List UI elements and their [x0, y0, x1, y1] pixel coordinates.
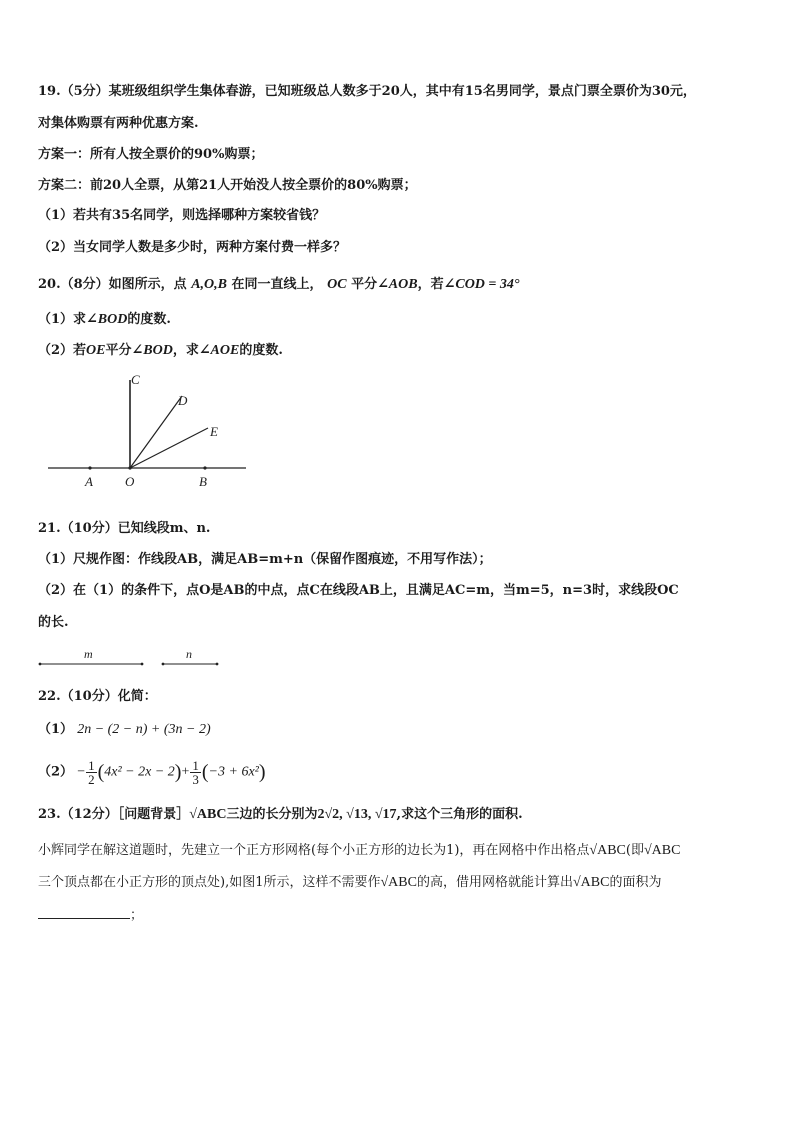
answer-blank[interactable] — [38, 906, 130, 919]
q20-mid3: ，若 — [417, 277, 444, 292]
q19-sub2: （2）当女同学人数是多少时，两种方案付费一样多？ — [38, 240, 347, 255]
q20-sub1-angle: ∠BOD — [86, 312, 128, 327]
q23-suffix: ,求这个三角形的面积. — [396, 807, 523, 822]
point-b — [203, 466, 206, 469]
label-b: B — [199, 474, 207, 489]
q19-plan1: 方案一：所有人按全票价的90%购票； — [38, 147, 264, 162]
q21-line1: 21.（10分）已知线段m、n. — [38, 521, 211, 536]
q20-angle-cod: ∠COD = 34° — [443, 277, 520, 292]
q20-sub2-prefix: （2）若 — [38, 343, 87, 358]
label-d: D — [178, 393, 188, 408]
q23-mid1: 三边的长分别为 — [226, 807, 318, 822]
q22-frac1-num: 1 — [88, 757, 95, 773]
q20-mid2: 平分 — [351, 277, 378, 292]
q20-sub1 — [38, 311, 171, 329]
q22-sub2-label: （2） — [38, 764, 74, 780]
q21-segments — [36, 646, 236, 674]
ray-oe — [130, 428, 208, 468]
q22-frac1 — [86, 759, 97, 786]
q21-sub2b: 的长. — [38, 615, 69, 630]
q23-line3-b: 的高，借用网格就能计算出 — [416, 875, 573, 890]
q23-line1 — [38, 806, 523, 824]
segment-m-label: m — [84, 647, 93, 661]
q23-line2-tri2: √ABC — [643, 843, 681, 858]
label-a: A — [85, 474, 93, 489]
q23-sides: 2√2, √13, √17 — [317, 807, 397, 822]
q23-line3-a: 三个顶点都在小正方形的顶点处),如图1所示，这样不需要作 — [38, 875, 381, 890]
q22-sub1-label: （1） — [38, 722, 74, 737]
q22-frac2-den: 3 — [192, 771, 199, 787]
label-c: C — [131, 372, 140, 387]
q23-line2-a: 小辉同学在解这道题时，先建立一个正方形网格(每个小正方形的边长为1)，再在网格中作出格点 — [38, 843, 590, 858]
q22-sub2-plus: + — [181, 764, 190, 780]
label-o: O — [125, 474, 135, 489]
q20-sub2-mid: 平分 — [105, 343, 132, 358]
q20-sub2-suffix: 的度数. — [239, 343, 283, 358]
q20-sub2-mid2: ，求 — [172, 343, 199, 358]
q23-line2-b: (即 — [625, 843, 644, 858]
q22-frac2-num: 1 — [192, 757, 199, 773]
q19-line1: 19.（5分）某班级组织学生集体春游，已知班级总人数多于20人，其中有15名男同学，景点门票全票价为30元， — [38, 84, 696, 99]
q23-line3-tri2: √ABC — [572, 875, 610, 890]
q23-line3-tri: √ABC — [380, 875, 417, 890]
ray-od — [130, 396, 182, 468]
q22-sub1 — [38, 721, 211, 739]
q20-sub2 — [38, 342, 283, 360]
q23-line2 — [38, 842, 680, 860]
q22-title: 22.（10分）化简： — [38, 689, 157, 704]
q19-line2: 对集体购票有两种优惠方案. — [38, 116, 199, 131]
point-a — [88, 466, 91, 469]
q20-sub2-angle: ∠BOD — [131, 343, 173, 358]
q20-points: A,O,B — [191, 277, 227, 292]
segment-n-label: n — [186, 647, 192, 661]
q22-sub2: （2） − $\frac{1}{2}$ (4x² − 2x − 2)+ $\frac{1}{3}$ (−3 + 6x²) — [38, 757, 266, 787]
point-o — [128, 466, 131, 469]
q20-sub1-suffix: 的度数. — [127, 312, 171, 327]
q20-sub2-angle2: ∠AOE — [198, 343, 240, 358]
q23-line3-c: 的面积为 — [609, 875, 662, 890]
q23-line4 — [38, 906, 143, 925]
q20-mid1: 在同一直线上， — [231, 277, 323, 292]
q23-prefix: 23.（12分）［问题背景］ — [38, 807, 190, 822]
label-e: E — [210, 424, 218, 439]
q21-sub2: （2）在（1）的条件下，点O是AB的中点，点C在线段AB上，且满足AC=m，当m=5，n=3时，求线段OC — [38, 583, 679, 598]
q22-sub2-neg: − — [77, 764, 86, 780]
q22-frac1-den: 2 — [88, 771, 95, 787]
q22-sub1-expr: 2n − (2 − n) + (3n − 2) — [77, 722, 211, 737]
q23-line4-end: ； — [130, 908, 144, 923]
q20-prefix: 20.（8分）如图所示，点 — [38, 277, 187, 292]
q22-sub2-inner2: −3 + 6x² — [208, 764, 259, 780]
q20-line1 — [38, 276, 520, 294]
q22-frac2 — [190, 759, 201, 786]
q20-oc: OC — [327, 277, 347, 292]
q20-sub1-prefix: （1）求 — [38, 312, 87, 327]
q19-plan2: 方案二：前20人全票，从第21人开始没人按全票价的80%购票； — [38, 178, 417, 193]
q20-sub2-oe: OE — [86, 343, 106, 358]
q23-line2-tri: √ABC — [589, 843, 626, 858]
q21-sub1: （1）尺规作图：作线段AB，满足AB=m+n（保留作图痕迹，不用写作法）； — [38, 552, 492, 567]
q23-line3 — [38, 874, 661, 892]
q23-tri: √ABC — [189, 807, 227, 822]
q20-figure — [40, 368, 260, 498]
q19-sub1: （1）若共有35名同学，则选择哪种方案较省钱？ — [38, 208, 326, 223]
q20-angle-aob: ∠AOB — [377, 277, 418, 292]
q22-sub2-inner1: 4x² − 2x − 2 — [104, 764, 175, 780]
